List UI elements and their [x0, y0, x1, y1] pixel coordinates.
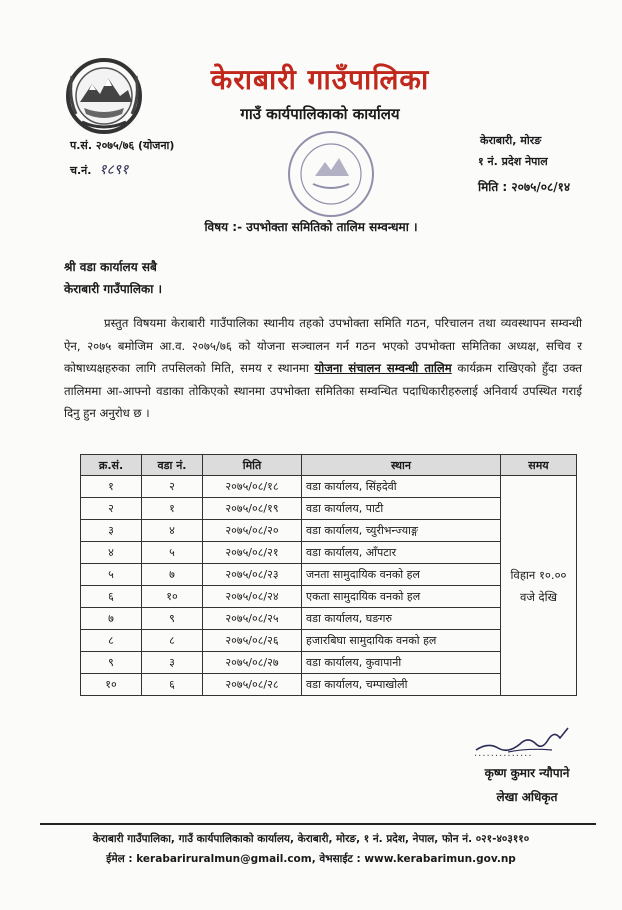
recipient-line-2: केराबारी गाउँपालिका । — [64, 282, 163, 296]
cell-place: वडा कार्यालय, चम्पाखोली — [302, 674, 501, 696]
training-schedule-table — [80, 454, 577, 696]
signature-dots: .............. — [474, 748, 533, 759]
cell-ward: ४ — [142, 520, 203, 542]
header-date: मिति — [203, 455, 302, 476]
cell-date: २०७५/०८/२१ — [203, 542, 302, 564]
office-stamp-icon — [285, 128, 377, 220]
cell-ward: ३ — [142, 652, 203, 674]
cell-serial: ३ — [81, 520, 142, 542]
cell-date: २०७५/०८/२४ — [203, 586, 302, 608]
dispatch-value: १८९१ — [99, 162, 129, 178]
footer-divider — [40, 823, 596, 825]
cell-ward: १० — [142, 586, 203, 608]
cell-serial: १० — [81, 674, 142, 696]
cell-ward: ६ — [142, 674, 203, 696]
cell-serial: २ — [81, 498, 142, 520]
dispatch-number — [70, 160, 128, 179]
cell-ward: २ — [142, 476, 203, 498]
cell-date: २०७५/०८/१९ — [203, 498, 302, 520]
cell-date: २०७५/०८/२३ — [203, 564, 302, 586]
reference-number: प.सं. २०७५/७६ (योजना) — [70, 139, 175, 152]
cell-ward: ८ — [142, 630, 203, 652]
cell-place: वडा कार्यालय, च्युरीभन्ज्याङ्ग — [302, 520, 501, 542]
municipality-title: केराबारी गाउँपालिका — [210, 63, 430, 96]
table-header-row — [81, 455, 577, 476]
cell-serial: १ — [81, 476, 142, 498]
recipient-line-1: श्री वडा कार्यालय सबै — [64, 260, 157, 274]
cell-serial: ८ — [81, 630, 142, 652]
header-ward: वडा नं. — [142, 455, 203, 476]
cell-serial: ५ — [81, 564, 142, 586]
cell-ward: १ — [142, 498, 203, 520]
cell-place: वडा कार्यालय, कुवापानी — [302, 652, 501, 674]
cell-ward: ९ — [142, 608, 203, 630]
cell-serial: ९ — [81, 652, 142, 674]
address-line-1: केराबारी, मोरङ — [480, 134, 542, 147]
cell-place: वडा कार्यालय, घङगरु — [302, 608, 501, 630]
cell-date: २०७५/०८/२० — [203, 520, 302, 542]
cell-time — [501, 476, 577, 696]
cell-place: जनता सामुदायिक वनको हल — [302, 564, 501, 586]
dispatch-label: च.नं. — [70, 164, 92, 177]
cell-date: २०७५/०८/२७ — [203, 652, 302, 674]
body-part-2: कार्यक्रम राखिएको हुँदा उक्त तालिममा आ-आफ्नो वडाका तोकिएको स्थानमा उपभोक्ता समितिका सम्वन्धित पदाधिकारीहरुलाई अनिवार्य उपस्थित गराई दिनु हुन अनुरोध छ । — [64, 361, 582, 421]
header-serial: क्र.सं. — [81, 455, 142, 476]
letter-body — [64, 312, 582, 425]
cell-place: एकता सामुदायिक वनको हल — [302, 586, 501, 608]
body-part-1: प्रस्तुत विषयमा केराबारी गाउँपालिका स्थानीय तहको उपभोक्ता समिति गठन, परिचालन तथा व्यवस्थापन सम्वन्धी ऐन, २०७५ बमोजिम आ.व. २०७५/७६ को योजना सञ्चालन गर्न गठन भएको उपभोक्ता समितिका अध्यक्ष, सचिव र कोषाध्यक्षहरुका लागि तपसिलको मिति, समय र स्थानमा — [64, 316, 582, 376]
cell-ward: ७ — [142, 564, 203, 586]
header-time: समय — [501, 455, 577, 476]
signatory-name: कृष्ण कुमार न्यौपाने — [484, 766, 570, 780]
subject-line: विषय :- उपभोक्ता समितिको तालिम सम्वन्धमा । — [204, 220, 418, 234]
cell-date: २०७५/०८/२६ — [203, 630, 302, 652]
cell-serial: ४ — [81, 542, 142, 564]
cell-place: वडा कार्यालय, आँपटार — [302, 542, 501, 564]
table-row — [81, 476, 577, 498]
footer-contact: ईमेल : kerabariruralmun@gmail.com, वेभसाईट : www.kerabarimun.gov.np — [106, 853, 516, 865]
nepal-emblem-icon — [62, 56, 146, 136]
cell-serial: ७ — [81, 608, 142, 630]
time-line-1: विहान १०.०० — [510, 567, 567, 582]
cell-place: वडा कार्यालय, सिंहदेवी — [302, 476, 501, 498]
cell-place: वडा कार्यालय, पाटी — [302, 498, 501, 520]
cell-place: हजारबिघा सामुदायिक वनको हल — [302, 630, 501, 652]
body-underlined-program: योजना संचालन सम्वन्धी तालिम — [314, 361, 452, 376]
letter-date: मिति : २०७५/०८/१४ — [478, 180, 571, 194]
address-line-2: १ नं. प्रदेश नेपाल — [478, 155, 548, 168]
cell-date: २०७५/०८/२५ — [203, 608, 302, 630]
header-place: स्थान — [302, 455, 501, 476]
cell-ward: ५ — [142, 542, 203, 564]
signatory-title: लेखा अधिकृत — [496, 790, 558, 804]
cell-date: २०७५/०८/२८ — [203, 674, 302, 696]
cell-serial: ६ — [81, 586, 142, 608]
time-line-2: वजे देखि — [519, 589, 558, 604]
office-subtitle: गाउँ कार्यपालिकाको कार्यालय — [240, 105, 400, 123]
cell-date: २०७५/०८/१८ — [203, 476, 302, 498]
footer-address: केराबारी गाउँपालिका, गाउँ कार्यपालिकाको कार्यालय, केराबारी, मोरङ, १ नं. प्रदेश, नेपाल, फोन नं. ०२१-४०३११० — [92, 833, 530, 845]
